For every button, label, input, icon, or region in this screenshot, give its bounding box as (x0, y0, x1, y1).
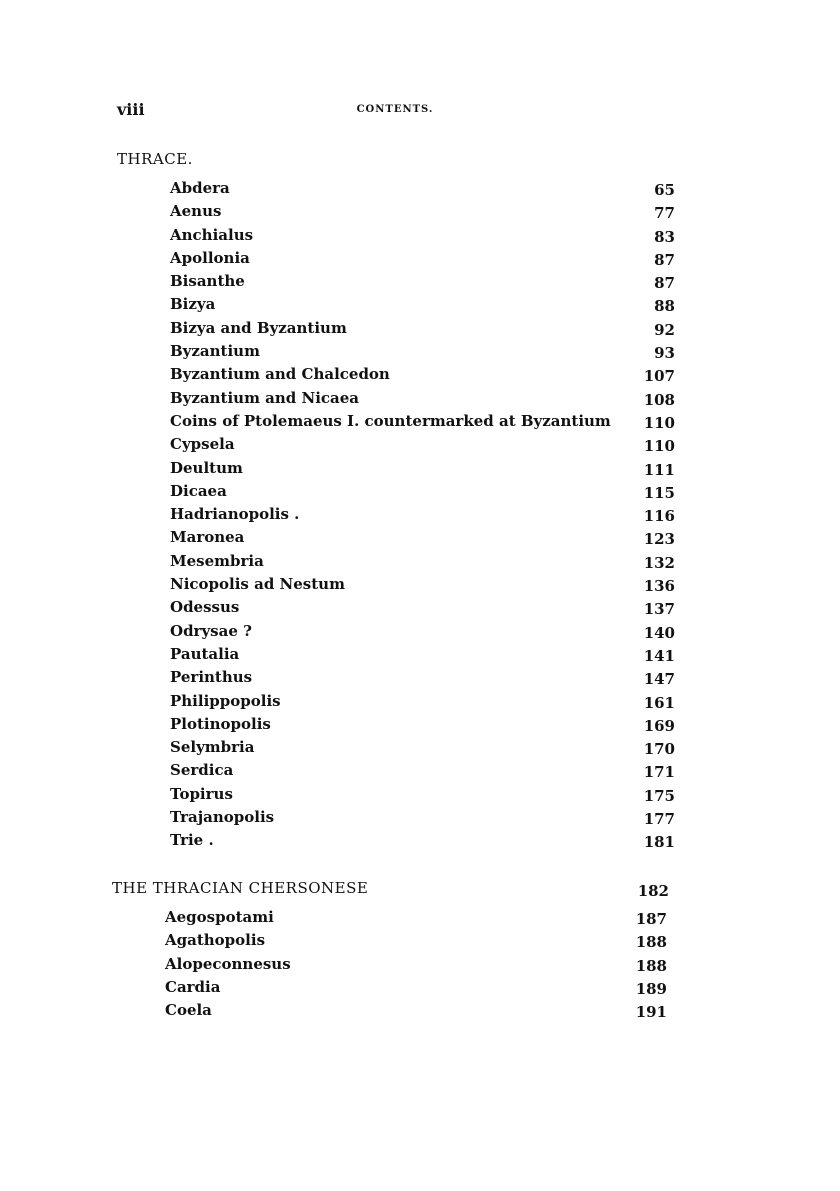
entry-title: Apollonia (170, 248, 250, 267)
entry-title: Nicopolis ad Nestum (170, 575, 345, 594)
toc-entry (170, 692, 675, 715)
entry-title: Abdera (170, 179, 230, 197)
toc-entry (170, 505, 675, 528)
toc-entry (165, 978, 670, 1001)
entry-page-number: 136 (643, 577, 675, 596)
entry-page-number: 161 (643, 693, 675, 712)
toc-entry (170, 785, 675, 808)
toc-entry (170, 272, 675, 295)
entry-page-number: 93 (654, 344, 675, 363)
entry-title: Selymbria (170, 738, 255, 757)
entry-title: Philippopolis (170, 691, 281, 710)
toc-entry (170, 668, 675, 691)
toc-entry (170, 715, 675, 738)
toc-entry (170, 226, 675, 249)
entry-page-number: 188 (635, 956, 667, 975)
entry-title: Byzantium and Chalcedon (170, 365, 390, 384)
entry-title: Deultum (170, 458, 243, 477)
entry-title: Trie . (170, 831, 214, 850)
entry-page-number: 111 (643, 460, 675, 479)
entry-page-number: 188 (635, 933, 667, 952)
entry-page-number: 181 (643, 833, 675, 852)
entry-page-number: 175 (643, 786, 675, 805)
entry-page-number: 108 (643, 390, 675, 409)
toc-entry (170, 319, 675, 342)
entry-title: Topirus (170, 784, 233, 803)
toc-entry (170, 598, 675, 621)
toc-entry (165, 908, 670, 931)
entry-title: Bizya and Byzantium (170, 318, 347, 337)
running-head: CONTENTS. (356, 104, 434, 115)
toc-entry (170, 365, 675, 388)
entry-page-number: 189 (635, 979, 667, 998)
entry-page-number: 92 (654, 320, 675, 339)
entry-page-number: 169 (643, 716, 675, 735)
toc-entry (165, 955, 670, 978)
entry-title: Dicaea (170, 481, 227, 500)
entry-page-number: 87 (654, 250, 675, 269)
entry-title: Cypsela (170, 435, 235, 454)
toc-entry (170, 435, 675, 458)
entry-title: Anchialus (170, 225, 254, 244)
chersonese-entry-list (165, 908, 670, 1024)
entry-title: Mesembria (170, 551, 264, 570)
entry-title: Byzantium (170, 342, 260, 361)
toc-entry (170, 831, 675, 854)
entry-page-number: 116 (643, 507, 675, 526)
entry-title: Trajanopolis (170, 808, 275, 827)
entry-page-number: 65 (654, 181, 675, 199)
toc-entry (170, 389, 675, 412)
entry-title: Odessus (170, 598, 240, 617)
entry-title: Bizya (170, 295, 216, 314)
entry-title: Bisanthe (170, 272, 245, 291)
toc-entry (170, 552, 675, 575)
entry-page-number: 191 (635, 1003, 667, 1022)
entry-title: Plotinopolis (170, 714, 271, 733)
entry-page-number: 123 (643, 530, 675, 549)
entry-page-number: 115 (643, 483, 675, 502)
toc-entry (170, 761, 675, 784)
toc-entry (170, 482, 675, 505)
entry-title: Alopeconnesus (165, 954, 291, 973)
entry-title: Aenus (170, 202, 222, 221)
entry-title: Hadrianopolis . (170, 505, 300, 524)
entry-page-number: 141 (643, 646, 675, 665)
entry-page-number: 132 (643, 553, 675, 572)
entry-page-number: 87 (654, 274, 675, 293)
entry-title: Byzantium and Nicaea (170, 388, 360, 407)
toc-entry (170, 342, 675, 365)
entry-title: Pautalia (170, 644, 240, 663)
toc-entry (170, 622, 675, 645)
toc-entry (170, 295, 675, 318)
entry-title: Perinthus (170, 668, 253, 687)
entry-title: Coela (165, 1001, 212, 1020)
toc-entry (170, 645, 675, 668)
entry-title: Cardia (165, 977, 221, 996)
thrace-entry-list (170, 179, 675, 855)
entry-page-number: 83 (654, 227, 675, 246)
toc-entry (170, 179, 675, 202)
entry-page-number: 137 (643, 600, 675, 619)
toc-entry (170, 412, 675, 435)
toc-entry (170, 738, 675, 761)
toc-entry (170, 202, 675, 225)
page-number: viii (117, 100, 145, 119)
entry-page-number: 171 (643, 763, 675, 782)
entry-page-number: 107 (643, 367, 675, 386)
entry-page-number: 140 (643, 623, 675, 642)
entry-title: Serdica (170, 761, 234, 780)
toc-entry (165, 1001, 670, 1024)
entry-page-number: 77 (654, 204, 675, 223)
toc-entry (170, 575, 675, 598)
section-title-thrace: THRACE. (117, 150, 193, 168)
entry-title: Aegospotami (165, 908, 274, 926)
entry-title: Coins of Ptolemaeus I. countermarked at Byzantium (170, 411, 611, 430)
section-title-chersonese: THE THRACIAN CHERSONESE (112, 879, 369, 897)
entry-page-number: 170 (643, 740, 675, 759)
entry-title: Agathopolis (165, 931, 266, 950)
entry-page-number: 110 (643, 413, 675, 432)
entry-page-number: 147 (643, 670, 675, 689)
entry-page-number: 177 (643, 810, 675, 829)
toc-entry (170, 808, 675, 831)
section-page-number: 182 (637, 882, 669, 900)
toc-entry (165, 931, 670, 954)
entry-page-number: 88 (654, 297, 675, 316)
toc-entry (170, 249, 675, 272)
toc-entry (170, 528, 675, 551)
entry-page-number: 110 (643, 437, 675, 456)
entry-title: Odrysae ? (170, 621, 252, 640)
toc-entry (170, 459, 675, 482)
entry-title: Maronea (170, 528, 245, 547)
entry-page-number: 187 (635, 910, 667, 928)
